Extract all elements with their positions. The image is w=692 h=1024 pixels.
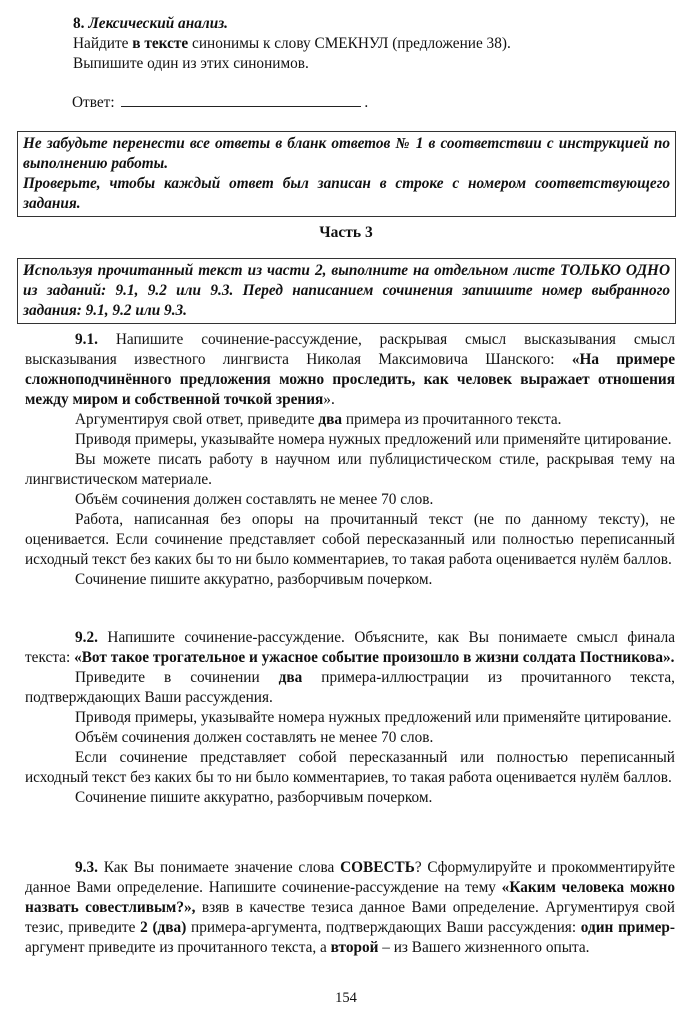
task-8-line2: Выпишите один из этих синонимов. — [73, 55, 309, 72]
notice-line-1: Не забудьте перенести все ответы в бланк ответов № 1 в соответствии с инструкцией по выполнению работы. — [23, 135, 670, 172]
task-9-2-p4: Объём сочинения должен составлять не менее 70 слов. — [75, 729, 434, 746]
task-9-1-intro: 9.1. Напишите сочинение-рассуждение, раскрывая смысл высказывания смысл высказывания известного лингвиста Николая Максимовича Шанского: «На примере сложноподчинённого предложения можно проследить, как человек выражает отношения между миром и собственной точкой зрения». — [25, 331, 675, 408]
task-8 — [73, 14, 633, 74]
task-9-1-p7: Сочинение пишите аккуратно, разборчивым почерком. — [75, 571, 433, 588]
notice-box — [17, 131, 676, 217]
part3-instruction-box — [17, 258, 676, 324]
task-9-3-text: 9.3. Как Вы понимаете значение слова СОВЕСТЬ? Сформулируйте и прокомментируйте данное Вами определение. Напишите сочинение-рассуждение на тему «Каким человека можно назвать совестливым?», взяв в качестве тезиса данное Вами определение. Аргументируя свой тезис, приведите 2 (два) примера-аргумента, подтверждающих Ваши рассуждения: один пример-аргумент приведите из прочитанного текста, а второй – из Вашего жизненного опыта. — [25, 859, 676, 956]
task-9-2-p5: Если сочинение представляет собой пересказанный или полностью переписанный исходный текст без каких бы то ни было комментариев, то такая работа оценивается нулём баллов. — [25, 749, 675, 786]
answer-label: Ответ: — [72, 94, 115, 111]
task-8-heading: 8. Лексический анализ. — [73, 15, 229, 32]
task-9-2-p3: Приводя примеры, указывайте номера нужных предложений или применяйте цитирование. — [75, 709, 672, 726]
answer-end: . — [364, 94, 369, 111]
task-9-1-p4: Вы можете писать работу в научном или публицистическом стиле, раскрывая тему на лингвистическом материале. — [25, 451, 675, 488]
task-9-2-p6: Сочинение пишите аккуратно, разборчивым почерком. — [75, 789, 433, 806]
answer-field[interactable] — [121, 92, 361, 107]
task-8-line1: Найдите в тексте синонимы к слову СМЕКНУЛ (предложение 38). — [73, 35, 511, 52]
task-9-2 — [25, 628, 675, 808]
task-9-1 — [25, 330, 675, 590]
answer-row — [72, 92, 368, 112]
task-9-1-p5: Объём сочинения должен составлять не менее 70 слов. — [75, 491, 434, 508]
part-title: Часть 3 — [319, 224, 373, 241]
task-9-1-p3: Приводя примеры, указывайте номера нужных предложений или применяйте цитирование. — [75, 431, 672, 448]
task-9-2-p2: Приведите в сочинении два примера-иллюстрации из прочитанного текста, подтверждающих Ваши рассуждения. — [25, 669, 675, 706]
task-9-3 — [25, 858, 675, 958]
page-number: 154 — [335, 990, 357, 1006]
task-9-1-p2: Аргументируя свой ответ, приведите два примера из прочитанного текста. — [75, 411, 562, 428]
notice-line-2: Проверьте, чтобы каждый ответ был записан в строке с номером соответствующего задания. — [23, 175, 670, 212]
task-9-1-p6: Работа, написанная без опоры на прочитанный текст (не по данному тексту), не оценивается. Если сочинение представляет собой пересказанный или полностью переписанный исходный текст без каких бы то ни было комментариев, то такая работа оценивается нулём баллов. — [25, 511, 675, 568]
part3-instruction: Используя прочитанный текст из части 2, выполните на отдельном листе ТОЛЬКО ОДНО из заданий: 9.1, 9.2 или 9.3. Перед написанием сочинения запишите номер выбранного задания: 9.1, 9.2 или 9.3. — [23, 262, 670, 319]
task-9-2-intro: 9.2. Напишите сочинение-рассуждение. Объясните, как Вы понимаете смысл финала текста: «Вот такое трогательное и ужасное событие произошло в жизни солдата Постникова». — [25, 629, 675, 666]
